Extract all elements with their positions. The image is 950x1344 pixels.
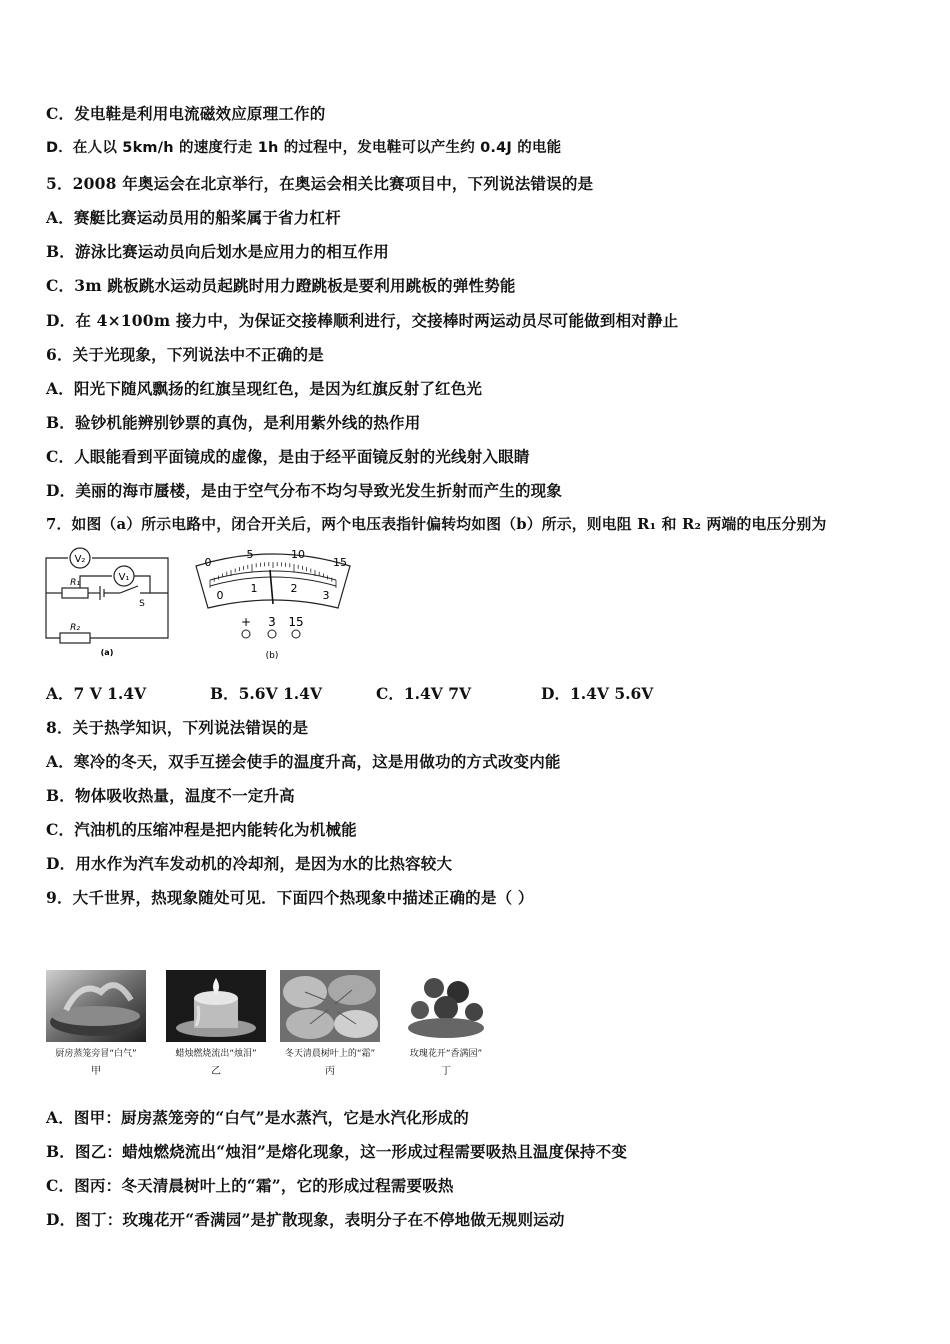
q9-option-a: A．图甲：厨房蒸笼旁的“白气”是水蒸汽，它是水汽化形成的 [46, 1108, 469, 1127]
q5-option-d: D．在 4×100m 接力中，为保证交接棒顺利进行，交接棒时两运动员尽可能做到相对静止 [46, 311, 679, 330]
upper-tick-0: 0 [204, 556, 212, 569]
q6-stem: 6．关于光现象，下列说法中不正确的是 [46, 345, 324, 364]
meter-caption: (b) [265, 651, 279, 661]
figure-bing-caption: 冬天清晨树叶上的“霜” [284, 1049, 376, 1059]
q4-option-d: D．在人以 5km/h 的速度行走 1h 的过程中，发电鞋可以产生约 0.4J 的电能 [46, 140, 562, 156]
figure-ding-caption: 玫瑰花开“香满园” [409, 1049, 483, 1059]
q5-option-a: A．赛艇比赛运动员用的船桨属于省力杠杆 [46, 208, 341, 227]
rose-photo [396, 970, 496, 1042]
q8-option-a: A．寒冷的冬天，双手互搓会使手的温度升高，这是用做功的方式改变内能 [46, 752, 561, 771]
switch-label: S [139, 599, 145, 609]
q8-option-c: C．汽油机的压缩冲程是把内能转化为机械能 [46, 820, 357, 839]
v2-label: V₂ [74, 554, 86, 565]
q9-option-c: C．图丙：冬天清晨树叶上的“霜”，它的形成过程需要吸热 [46, 1176, 454, 1195]
steamer-photo [46, 970, 146, 1042]
figure-bing [280, 970, 385, 1080]
figure-yi-caption: 蜡烛燃烧流出“烛泪” [175, 1049, 257, 1059]
q7-options [46, 682, 806, 702]
figure-ding [396, 970, 501, 1080]
lower-tick-3: 3 [322, 589, 330, 602]
figure-jia [46, 970, 151, 1080]
q5-option-b: B．游泳比赛运动员向后划水是应用力的相互作用 [46, 242, 390, 261]
q6-option-b: B．验钞机能辨别钞票的真伪，是利用紫外线的热作用 [46, 413, 421, 432]
q7-option-b: B．5.6V 1.4V [210, 684, 322, 703]
lower-tick-2: 2 [290, 582, 298, 595]
lower-tick-1: 1 [250, 582, 258, 595]
upper-tick-15: 15 [333, 556, 347, 569]
q7-option-c: C．1.4V 7V [376, 684, 472, 703]
q8-option-b: B．物体吸收热量，温度不一定升高 [46, 786, 295, 805]
figure-ding-label: 丁 [441, 1066, 451, 1077]
upper-tick-10: 10 [291, 548, 305, 561]
q7-stem: 7．如图（a）所示电路中，闭合开关后，两个电压表指针偏转均如图（b）所示，则电阻 R₁ 和 R₂ 两端的电压分别为 [46, 516, 827, 533]
q5-stem: 5．2008 年奥运会在北京举行，在奥运会相关比赛项目中，下列说法错误的是 [46, 174, 594, 193]
q9-option-d: D．图丁：玫瑰花开“香满园”是扩散现象，表明分子在不停地做无规则运动 [46, 1210, 565, 1229]
terminal-plus: + [240, 615, 252, 629]
lower-tick-0: 0 [216, 589, 224, 602]
q9-option-b: B．图乙：蜡烛燃烧流出“烛泪”是熔化现象，这一形成过程需要吸热且温度保持不变 [46, 1142, 628, 1161]
voltmeter-dial-b [188, 546, 358, 664]
figure-yi [166, 970, 271, 1080]
frost-leaves-photo [280, 970, 380, 1042]
terminal-15: 15 [288, 615, 304, 629]
circuit-caption: (a) [100, 648, 114, 657]
figure-jia-label: 甲 [91, 1066, 101, 1077]
q6-option-a: A．阳光下随风飘扬的红旗呈现红色，是因为红旗反射了红色光 [46, 379, 483, 398]
q4-option-c: C．发电鞋是利用电流磁效应原理工作的 [46, 104, 326, 123]
candle-photo [166, 970, 266, 1042]
circuit-diagram-a [40, 546, 175, 661]
q7-option-a: A．7 V 1.4V [46, 684, 147, 703]
figure-bing-label: 丙 [325, 1066, 335, 1077]
r1-label: R₁ [70, 578, 80, 588]
terminal-3: 3 [268, 615, 276, 629]
upper-tick-5: 5 [246, 548, 254, 561]
r2-label: R₂ [70, 623, 80, 633]
figure-yi-label: 乙 [211, 1066, 221, 1077]
q5-option-c: C．3m 跳板跳水运动员起跳时用力蹬跳板是要利用跳板的弹性势能 [46, 276, 516, 295]
v1-label: V₁ [118, 572, 130, 583]
figure-jia-caption: 厨房蒸笼旁冒“白气” [55, 1049, 137, 1059]
q6-option-c: C．人眼能看到平面镜成的虚像，是由于经平面镜反射的光线射入眼睛 [46, 447, 530, 466]
q6-option-d: D．美丽的海市蜃楼，是由于空气分布不均匀导致光发生折射而产生的现象 [46, 481, 563, 500]
q7-option-d: D．1.4V 5.6V [541, 684, 654, 703]
q8-stem: 8．关于热学知识，下列说法错误的是 [46, 718, 309, 737]
q9-stem: 9．大千世界，热现象随处可见．下面四个热现象中描述正确的是（ ） [46, 888, 534, 907]
q8-option-d: D．用水作为汽车发动机的冷却剂，是因为水的比热容较大 [46, 854, 453, 873]
